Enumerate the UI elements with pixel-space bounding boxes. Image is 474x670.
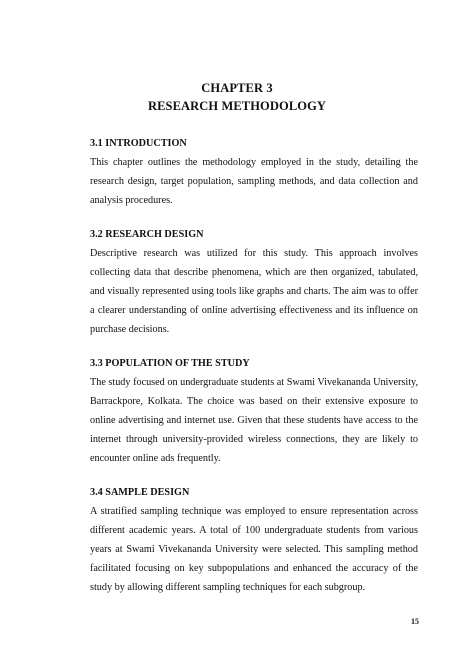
section-research-design xyxy=(90,228,418,339)
chapter-title: RESEARCH METHODOLOGY xyxy=(147,99,327,113)
section-population xyxy=(90,357,418,468)
section-paragraph: The study focused on undergraduate students at Swami Vivekananda University, Barrackpore, Kolkata. The choice was based on their extensive exposure to online advertising and internet use. Given that these students have access to the internet through university-provided wireless connections, they are likely to encounter online ads frequently. xyxy=(90,377,418,464)
section-paragraph: A stratified sampling technique was employed to ensure representation across different academic years. A total of 100 undergraduate students from various years at Swami Vivekananda University were selected. This sampling method facilitated focusing on key subpopulations and enhanced the accuracy of the study by allowing different sampling techniques for each subgroup. xyxy=(90,506,418,593)
section-introduction xyxy=(90,137,418,210)
chapter-number: CHAPTER 3 xyxy=(201,81,273,95)
section-heading: 3.1 INTRODUCTION xyxy=(90,138,187,149)
section-heading: 3.2 RESEARCH DESIGN xyxy=(90,229,204,240)
section-heading: 3.3 POPULATION OF THE STUDY xyxy=(90,358,250,369)
section-paragraph: Descriptive research was utilized for this study. This approach involves collecting data that describe phenomena, which are then organized, tabulated, and visually represented using tools like graphs and charts. The aim was to offer a clearer understanding of online advertising effectiveness and its influence on purchase decisions. xyxy=(90,248,418,335)
section-paragraph: This chapter outlines the methodology employed in the study, detailing the research design, target population, sampling methods, and data collection and analysis procedures. xyxy=(90,157,418,206)
page-number: 15 xyxy=(411,617,419,626)
chapter-content xyxy=(90,137,418,615)
section-heading: 3.4 SAMPLE DESIGN xyxy=(90,487,190,498)
section-sample-design xyxy=(90,486,418,597)
